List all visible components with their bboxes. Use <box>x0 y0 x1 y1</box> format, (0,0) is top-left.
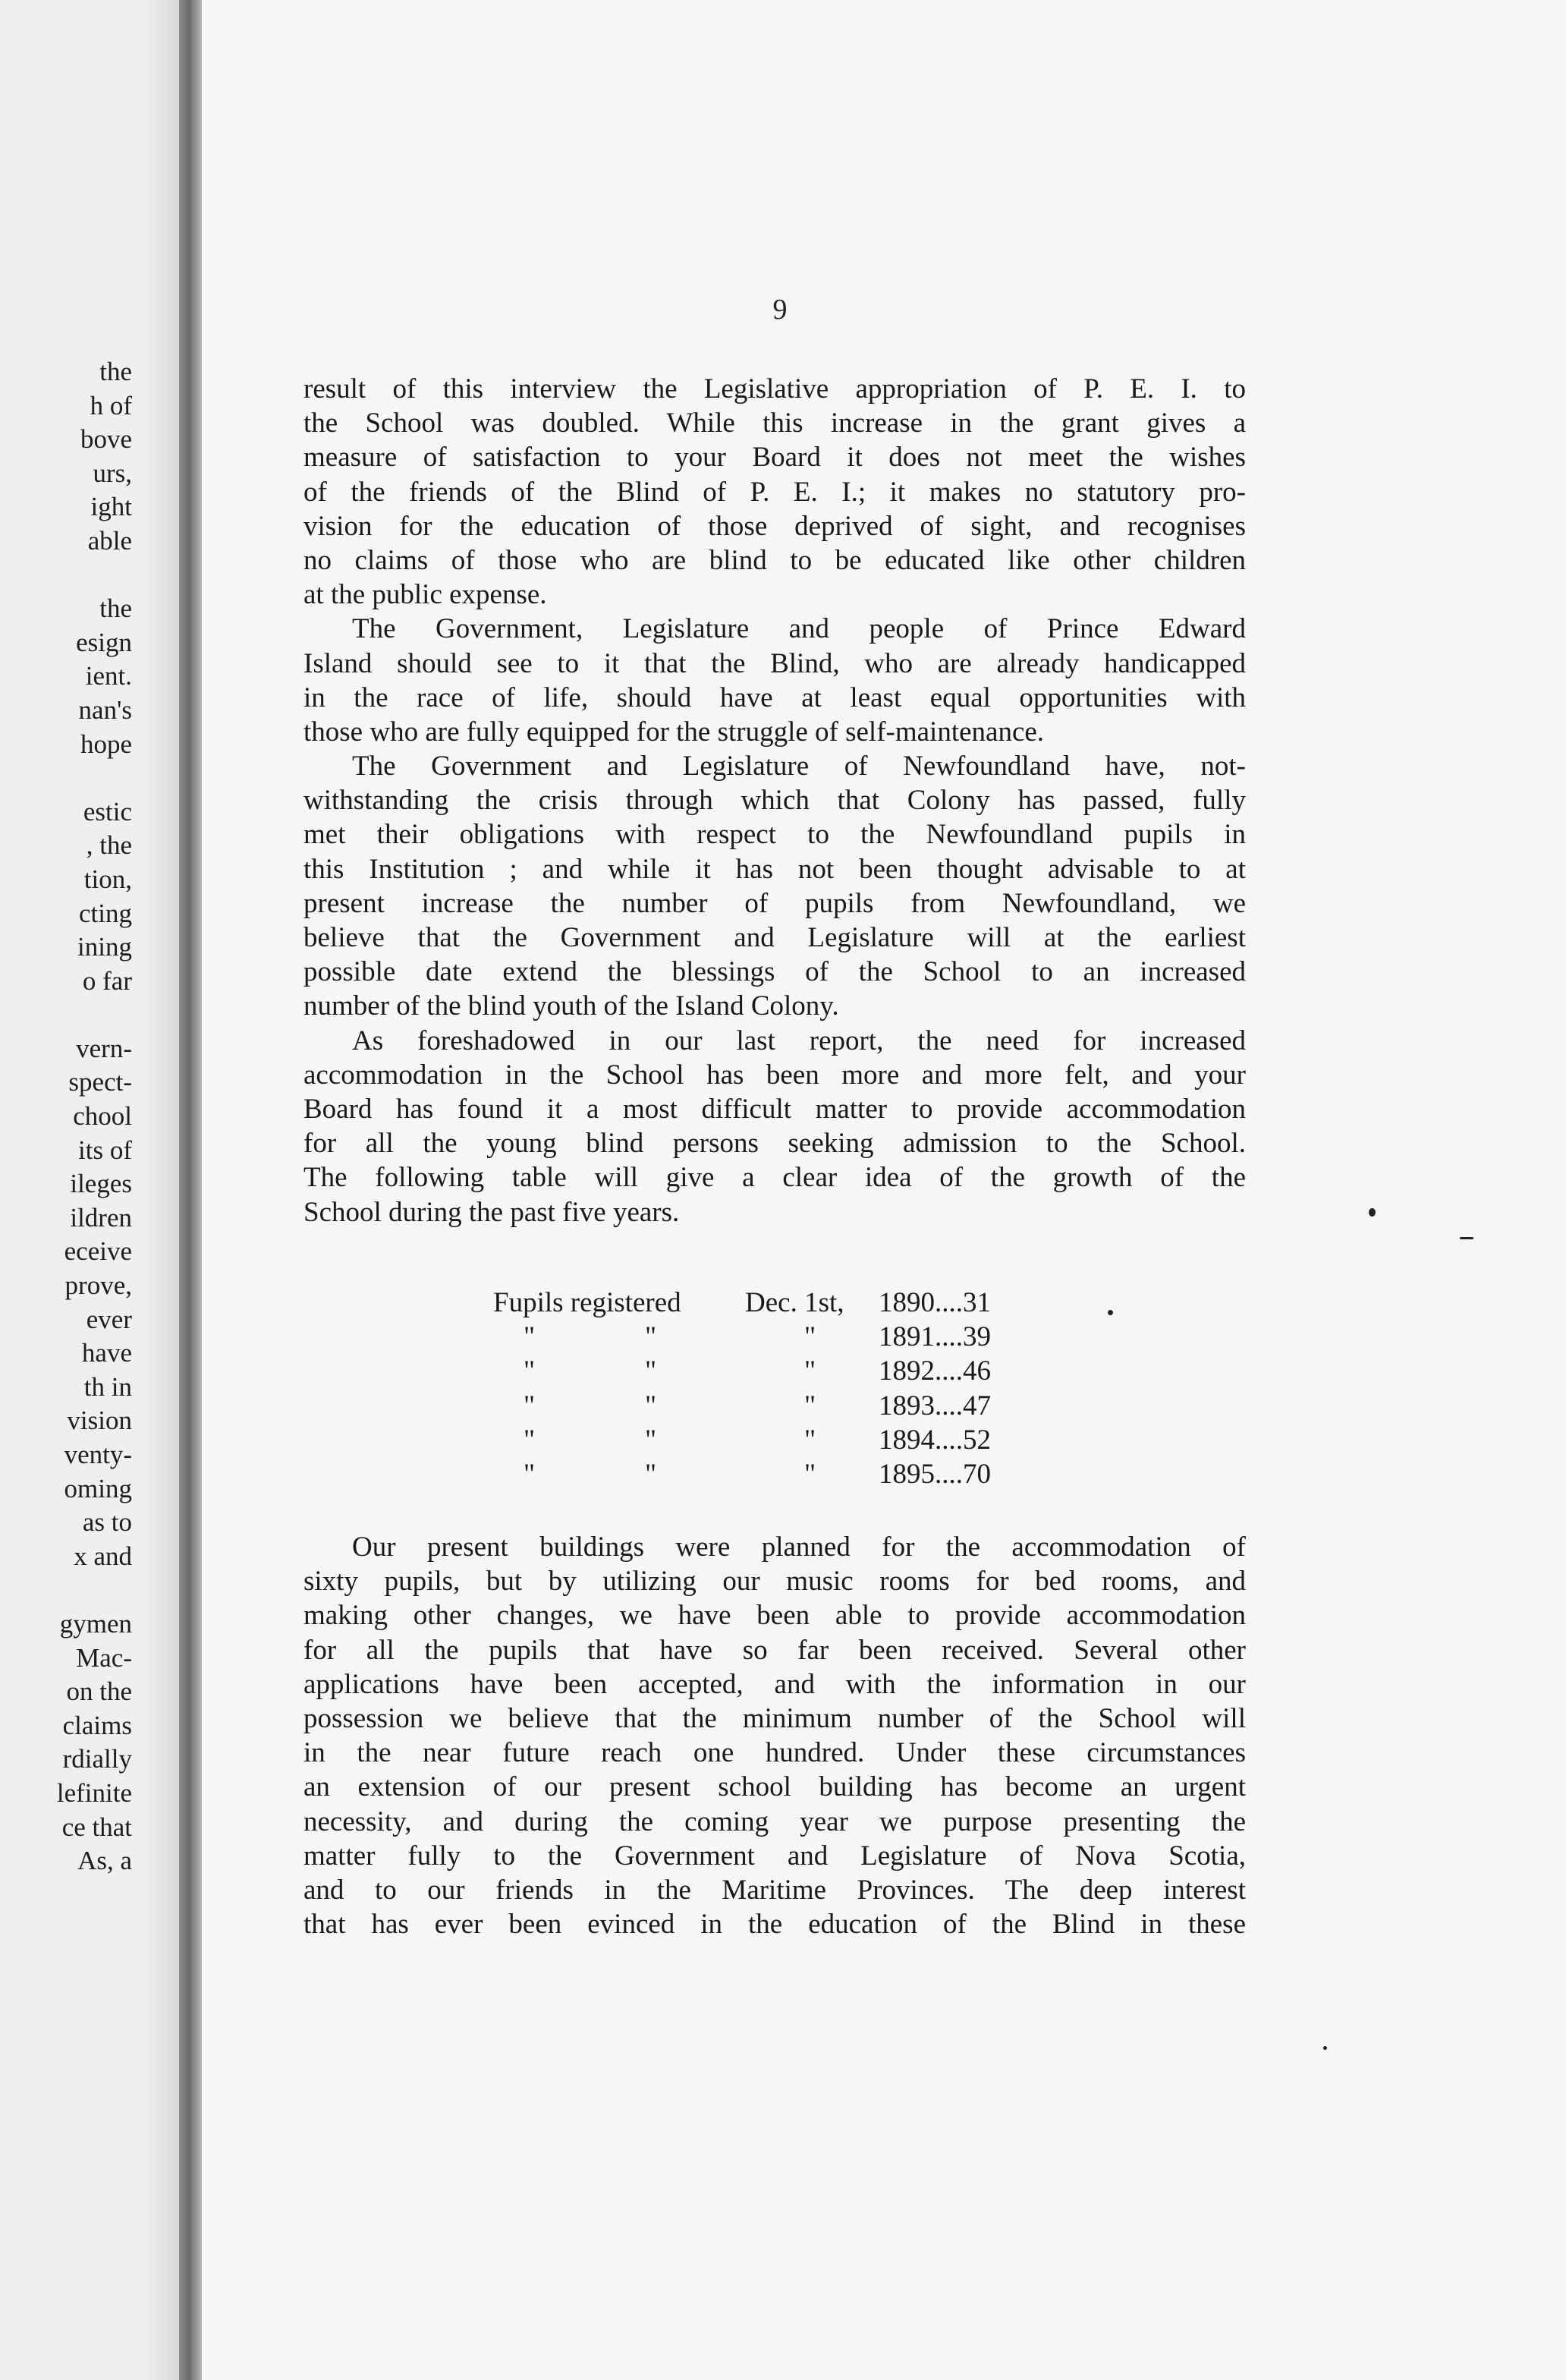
previous-page-line: vision <box>67 1406 132 1436</box>
table-year-count: 1893....47 <box>879 1390 991 1421</box>
table-row-label: Fupils registered <box>493 1287 681 1318</box>
ditto-mark: " <box>804 1355 816 1387</box>
previous-page-line: its of <box>78 1135 132 1165</box>
text-line: making other changes, we have been able to provide accommodation <box>303 1600 1246 1632</box>
dust-speck <box>1323 2046 1327 2050</box>
previous-page-line: claims <box>62 1710 132 1740</box>
text-line: measure of satisfaction to your Board it does not meet the wishes <box>303 442 1246 474</box>
text-line: applications have been accepted, and with the information in our <box>303 1668 1246 1700</box>
text-line: no claims of those who are blind to be educated like other children <box>303 544 1246 576</box>
previous-page-line: prove, <box>64 1270 132 1301</box>
table-year-count: 1894....52 <box>879 1424 991 1456</box>
previous-page-line: ining <box>77 932 132 962</box>
ditto-mark: " <box>524 1458 536 1490</box>
previous-page-line: ight <box>90 492 132 522</box>
text-line: this Institution ; and while it has not been thought advisable to at <box>303 853 1246 885</box>
previous-page-line: the <box>99 357 132 386</box>
text-line: Board has found it a most difficult matter to provide accommodation <box>303 1093 1246 1125</box>
previous-page-line: the <box>99 593 132 624</box>
previous-page-line: ileges <box>70 1169 132 1199</box>
previous-page-line: esign <box>76 627 132 657</box>
ditto-mark: " <box>524 1424 536 1456</box>
previous-page-line: on the <box>66 1676 132 1707</box>
previous-page-edge <box>0 0 179 2380</box>
previous-page-line: rdially <box>62 1744 132 1774</box>
text-line: in the race of life, should have at least equal opportunities with <box>303 682 1246 713</box>
ditto-mark: " <box>645 1458 657 1490</box>
previous-page-line: ever <box>86 1304 132 1334</box>
table-year-count: 1892....46 <box>879 1355 991 1387</box>
previous-page-line: as to <box>82 1507 132 1538</box>
text-line: that has ever been evinced in the education of the Blind in these <box>303 1909 1246 1941</box>
ditto-mark: " <box>645 1355 657 1387</box>
text-line: The Government, Legislature and people of Prince Edward <box>352 613 1246 645</box>
previous-page-line: cting <box>79 898 132 928</box>
previous-page-line: urs, <box>93 458 132 488</box>
previous-page-line <box>57 998 132 1032</box>
previous-page-line: th in <box>83 1371 132 1402</box>
text-line: at the public expense. <box>303 579 547 611</box>
previous-page-text-fragments <box>57 355 132 1878</box>
previous-page-line: x and <box>74 1541 132 1571</box>
previous-page-line: ce that <box>61 1812 132 1842</box>
text-line: vision for the education of those deprived of sight, and recognises <box>303 510 1246 542</box>
book-binding-gutter <box>179 0 202 2380</box>
dust-speck <box>1108 1310 1113 1315</box>
ditto-mark: " <box>645 1321 657 1353</box>
previous-page-line: o far <box>82 965 132 996</box>
previous-page-line: nan's <box>78 694 132 725</box>
ditto-mark: " <box>524 1321 536 1353</box>
ditto-mark: " <box>524 1355 536 1387</box>
ditto-mark: " <box>804 1321 816 1353</box>
previous-page-line: h of <box>90 390 132 420</box>
previous-page-line: ient. <box>85 661 132 691</box>
previous-page-line: As, a <box>77 1846 132 1876</box>
previous-page-line: spect- <box>68 1067 132 1097</box>
previous-page-line: eceive <box>64 1236 132 1267</box>
text-line: Our present buildings were planned for the accommodation of <box>352 1532 1246 1563</box>
previous-page-line: bove <box>80 424 132 455</box>
previous-page-line <box>57 1573 132 1607</box>
text-line: believe that the Government and Legislature will at the earliest <box>303 922 1246 953</box>
previous-page-line: gymen <box>59 1608 132 1639</box>
text-line: the School was doubled. While this increase in the grant gives a <box>303 408 1246 439</box>
previous-page-line: venty- <box>64 1440 132 1469</box>
text-line: possession we believe that the minimum number of the School will <box>303 1702 1246 1734</box>
text-line: met their obligations with respect to the Newfoundland pupils in <box>303 819 1246 851</box>
text-line: accommodation in the School has been more and more felt, and your <box>303 1059 1246 1091</box>
table-year-count: 1891....39 <box>879 1321 991 1353</box>
text-line: necessity, and during the coming year we purpose presenting the <box>303 1805 1246 1837</box>
text-line: School during the past five years. <box>303 1196 680 1228</box>
text-line: an extension of our present school building has become an urgent <box>303 1771 1246 1803</box>
text-line: in the near future reach one hundred. Under these circumstances <box>303 1737 1246 1769</box>
ditto-mark: " <box>645 1390 657 1421</box>
previous-page-line: vern- <box>76 1033 132 1063</box>
text-line: sixty pupils, but by utilizing our music rooms for bed rooms, and <box>303 1566 1246 1598</box>
text-line: of the friends of the Blind of P. E. I.; it makes no statutory pro- <box>303 476 1246 508</box>
text-line: The Government and Legislature of Newfoundland have, not- <box>352 751 1246 782</box>
text-line: number of the blind youth of the Island Colony. <box>303 990 839 1022</box>
body-text-after-table <box>303 1530 1246 1941</box>
previous-page-line: ildren <box>70 1202 132 1232</box>
text-line: those who are fully equipped for the struggle of self-maintenance. <box>303 716 1045 748</box>
text-line: present increase the number of pupils from Newfoundland, we <box>303 887 1246 919</box>
text-line: withstanding the crisis through which that Colony has passed, fully <box>303 785 1246 817</box>
text-line: possible date extend the blessings of the School to an increased <box>303 956 1246 988</box>
text-line: result of this interview the Legislative appropriation of P. E. I. to <box>303 373 1246 405</box>
text-line: and to our friends in the Maritime Provinces. The deep interest <box>303 1874 1246 1906</box>
body-text-before-table <box>303 372 1246 1229</box>
text-line: matter fully to the Government and Legislature of Nova Scotia, <box>303 1840 1246 1872</box>
previous-page-line <box>57 761 132 795</box>
previous-page-line: hope <box>80 729 132 759</box>
ditto-mark: " <box>804 1458 816 1490</box>
text-line: As foreshadowed in our last report, the need for increased <box>352 1025 1246 1056</box>
table-year-count: 1890....31 <box>879 1287 991 1318</box>
previous-page-line: able <box>87 525 132 556</box>
previous-page-line: tion, <box>83 864 132 894</box>
text-line: for all the young blind persons seeking admission to the School. <box>303 1128 1246 1160</box>
previous-page-line <box>57 559 132 593</box>
previous-page-line: Mac- <box>76 1642 132 1673</box>
ditto-mark: " <box>645 1424 657 1456</box>
text-line: for all the pupils that have so far been received. Several other <box>303 1634 1246 1666</box>
page-number: 9 <box>772 294 788 326</box>
ditto-mark: " <box>804 1390 816 1421</box>
page-right-margin <box>1460 0 1566 2380</box>
text-line: Island should see to it that the Blind, who are already handicapped <box>303 647 1246 679</box>
previous-page-line: chool <box>73 1101 132 1132</box>
previous-page-line: , the <box>86 830 132 861</box>
table-date-label: Dec. 1st, <box>745 1287 844 1318</box>
dust-speck <box>1369 1208 1376 1217</box>
text-line: The following table will give a clear idea of the growth of the <box>303 1162 1246 1194</box>
ditto-mark: " <box>804 1424 816 1456</box>
previous-page-line: estic <box>83 796 132 826</box>
previous-page-line: oming <box>64 1473 132 1503</box>
dust-speck <box>1460 1237 1473 1239</box>
ditto-mark: " <box>524 1390 536 1421</box>
previous-page-line: lefinite <box>56 1777 132 1808</box>
table-year-count: 1895....70 <box>879 1458 991 1490</box>
previous-page-line: have <box>81 1338 132 1368</box>
